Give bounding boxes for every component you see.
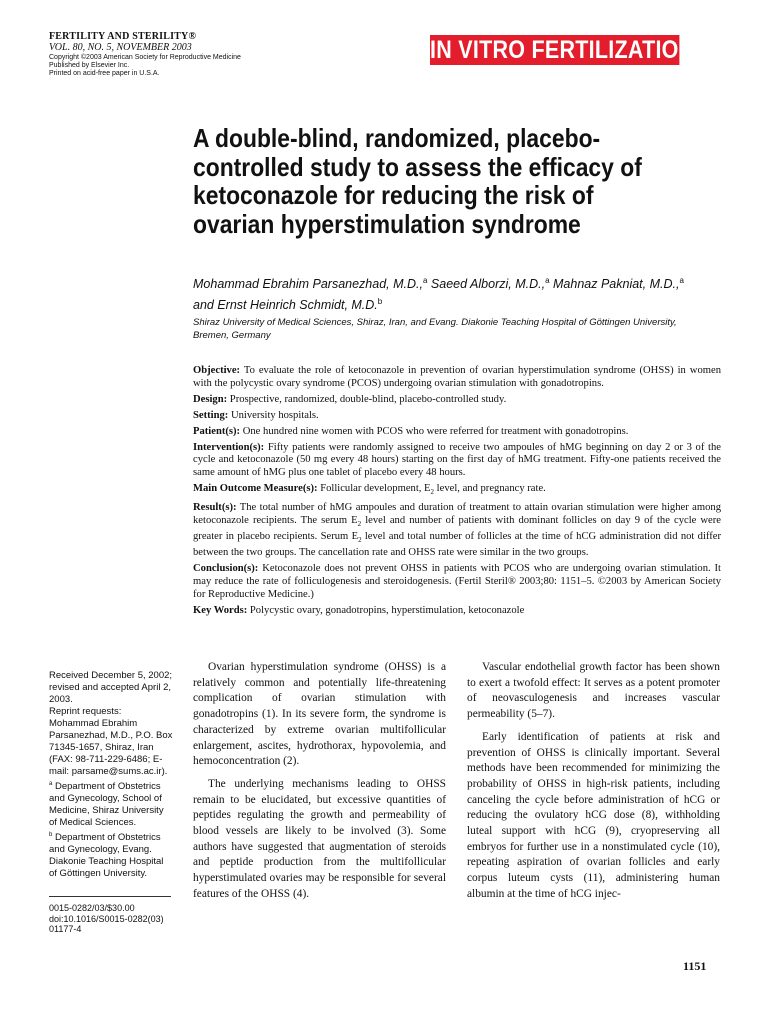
author-name: and Ernst Heinrich Schmidt, M.D.: [193, 298, 378, 313]
article-identifiers: [49, 903, 173, 935]
abstract-keywords: [193, 605, 721, 618]
sidebar-divider: [49, 896, 171, 897]
objective-label: Objective:: [193, 365, 241, 376]
abstract-patients: [193, 426, 721, 439]
interventions-label: Intervention(s):: [193, 441, 265, 453]
setting-label: Setting:: [193, 409, 229, 421]
section-banner: IN VITRO FERTILIZATION: [430, 36, 695, 64]
outcome-label: Main Outcome Measure(s):: [193, 483, 318, 495]
abstract: [193, 365, 721, 621]
affil-b-text: Department of Obstetrics and Gynecology, Evang. Diakonie Teaching Hospital of Göttingen University.: [49, 832, 164, 880]
sidebar-notes: [49, 670, 173, 880]
article-title: A double-blind, randomized, placebo-controlled study to assess the efficacy of ketoconazole for reducing the risk of ovarian hyperstimulation syndrome: [193, 123, 642, 239]
conclusions-label: Conclusion(s):: [193, 563, 259, 575]
doi-line: doi:10.1016/S0015-0282(03): [49, 913, 164, 924]
subscript: 2: [358, 536, 362, 545]
author-name: Saeed Alborzi, M.D.,: [430, 277, 546, 292]
received-dates: Received December 5, 2002; revised and accepted April 2, 2003.: [49, 670, 173, 705]
abstract-results: [193, 502, 721, 560]
design-label: Design:: [193, 393, 228, 405]
keywords-label: Key Words:: [193, 604, 248, 616]
outcome-text-2: level, and pregnancy rate.: [434, 483, 546, 495]
abstract-objective: [193, 365, 721, 391]
design-text: Prospective, randomized, double-blind, placebo-controlled study.: [229, 393, 507, 405]
results-label: Result(s):: [193, 502, 237, 514]
copyright-line: Copyright ©2003 American Society for Reproductive Medicine: [49, 54, 241, 61]
results-text-3: level and total number of follicles at the time of hCG administration did not differ between the two groups. The cancellation rate and OHSS rate were similar in the two groups.: [193, 531, 721, 559]
abstract-design: [193, 394, 721, 407]
printed-line: Printed on acid-free paper in U.S.A.: [49, 70, 160, 77]
abstract-interventions: [193, 442, 721, 481]
objective-text: To evaluate the role of ketoconazole in prevention of ovarian hyperstimulation syndrome (OHSS) in women with the polycystic ovary syndrome (PCOS) undergoing ovarian stimulation with gonadotropins.: [193, 365, 721, 389]
body-column-1: [193, 660, 446, 910]
issn-price: 0015-0282/03/$30.00: [49, 903, 135, 913]
journal-volume: VOL. 80, NO. 5, NOVEMBER 2003: [49, 42, 192, 53]
author-name: Mohammad Ebrahim Parsanezhad, M.D.,: [193, 277, 423, 292]
body-paragraph: The underlying mechanisms leading to OHSS remain to be elucidated, but excessive quantities of peptides regulating the growth and permeability of blood vessels are likely to be involved (3). Some authors have suggested that augmentation of steroids and peptide production from the multifollicular hyperstimulated ovaries may be responsible for several features of the OHSS (4).: [193, 777, 446, 900]
author-list: [193, 272, 733, 314]
page-number: 1151: [683, 959, 707, 973]
affiliation-b: [49, 829, 173, 880]
patients-text: One hundred nine women with PCOS who were referred for treatment with gonadotropins.: [242, 425, 629, 437]
outcome-text: Follicular development, E: [320, 483, 431, 495]
results-text: The total number of hMG ampoules and duration of treatment to attain ovarian stimulation were higher among ketoconazole recipients. The serum E: [193, 502, 721, 527]
body-paragraph: Ovarian hyperstimulation syndrome (OHSS) is a relatively common and potentially life-threatening complication of ovarian stimulation with gonadotropins (1). In its severe form, the syndrome is characterized by extreme ovarian multifollicular enlargement, ascites, hydrothorax, hypovolemia, and hemoconcentration (2).: [193, 661, 446, 768]
author-affil-mark: a: [545, 276, 550, 285]
reprint-requests: Reprint requests: Mohammad Ebrahim Parsanezhad, M.D., P.O. Box 71345-1657, Shiraz, Iran (FAX: 98-711-229-6486; E-mail: parsame@sums.ac.ir).: [49, 706, 173, 777]
abstract-outcome: [193, 483, 721, 499]
abstract-conclusions: [193, 563, 721, 602]
results-text-2: level and number of patients with dominant follicles on day 9 of the cycle were greater in placebo recipients. Serum E: [193, 515, 721, 543]
journal-name: FERTILITY AND STERILITY®: [49, 31, 197, 42]
patients-label: Patient(s):: [193, 425, 241, 437]
affil-mark: b: [49, 832, 53, 839]
keywords-text: Polycystic ovary, gonadotropins, hyperstimulation, ketoconazole: [249, 604, 525, 616]
interventions-text: Fifty patients were randomly assigned to receive two ampoules of hMG beginning on day 2 or 3 of the cycle and ketoconazole (50 mg every 48 hours) starting on the first day of hMG treatment. Fifty-one patients received the same amount of hMG plus one tablet of placebo every 48 hours.: [193, 441, 721, 479]
affil-mark: a: [49, 781, 53, 787]
subscript: 2: [357, 520, 362, 529]
publisher-line: Published by Elsevier Inc.: [49, 62, 130, 69]
subscript: 2: [430, 488, 435, 497]
affil-a-text: Department of Obstetrics and Gynecology, School of Medicine, Shiraz University of Medical Sciences.: [49, 781, 164, 829]
body-paragraph: Early identification of patients at risk and prevention of OHSS is clinically important. Several methods have been recommended for minimizing the probability of OHSS in high-risk patients, including canceling the cycle before administration of hCG or reducing the ovulatory hCG dose (8), withholding luteal support with hCG (9), cryopreserving all embryos for further use in a nonstimulated cycle (10), repeating aspiration of ovarian follicles and early corpus luteum cysts (11), administering human albumin at the time of hCG injec-: [467, 730, 720, 900]
author-affil-mark: a: [422, 276, 428, 285]
body-paragraph: Vascular endothelial growth factor has been shown to exert a twofold effect: It serves as a potent promoter of neovasculogenesis and increases vascular permeability (5–7).: [467, 661, 720, 721]
affiliation-a: [49, 778, 173, 829]
body-column-2: [467, 660, 720, 910]
author-name: Mahnaz Pakniat, M.D.,: [553, 277, 680, 292]
author-affil-mark: a: [679, 276, 684, 285]
conclusions-text: Ketoconazole does not prevent OHSS in patients with PCOS who are undergoing ovarian stimulation. It may reduce the rate of folliculogenesis and steroidogenesis. (Fertil Steril® 2003;80: 1151–5. ©2003 by American Society for Reproductive Medicine.): [193, 563, 721, 600]
abstract-setting: [193, 410, 721, 423]
setting-text: University hospitals.: [230, 409, 319, 421]
author-affil-mark: b: [377, 297, 383, 307]
affiliation: Shiraz University of Medical Sciences, Shiraz, Iran, and Evang. Diakonie Teaching Hospital of Göttingen University, Bremen, Germany: [193, 317, 677, 341]
doi-line-2: 01177-4: [49, 924, 82, 934]
